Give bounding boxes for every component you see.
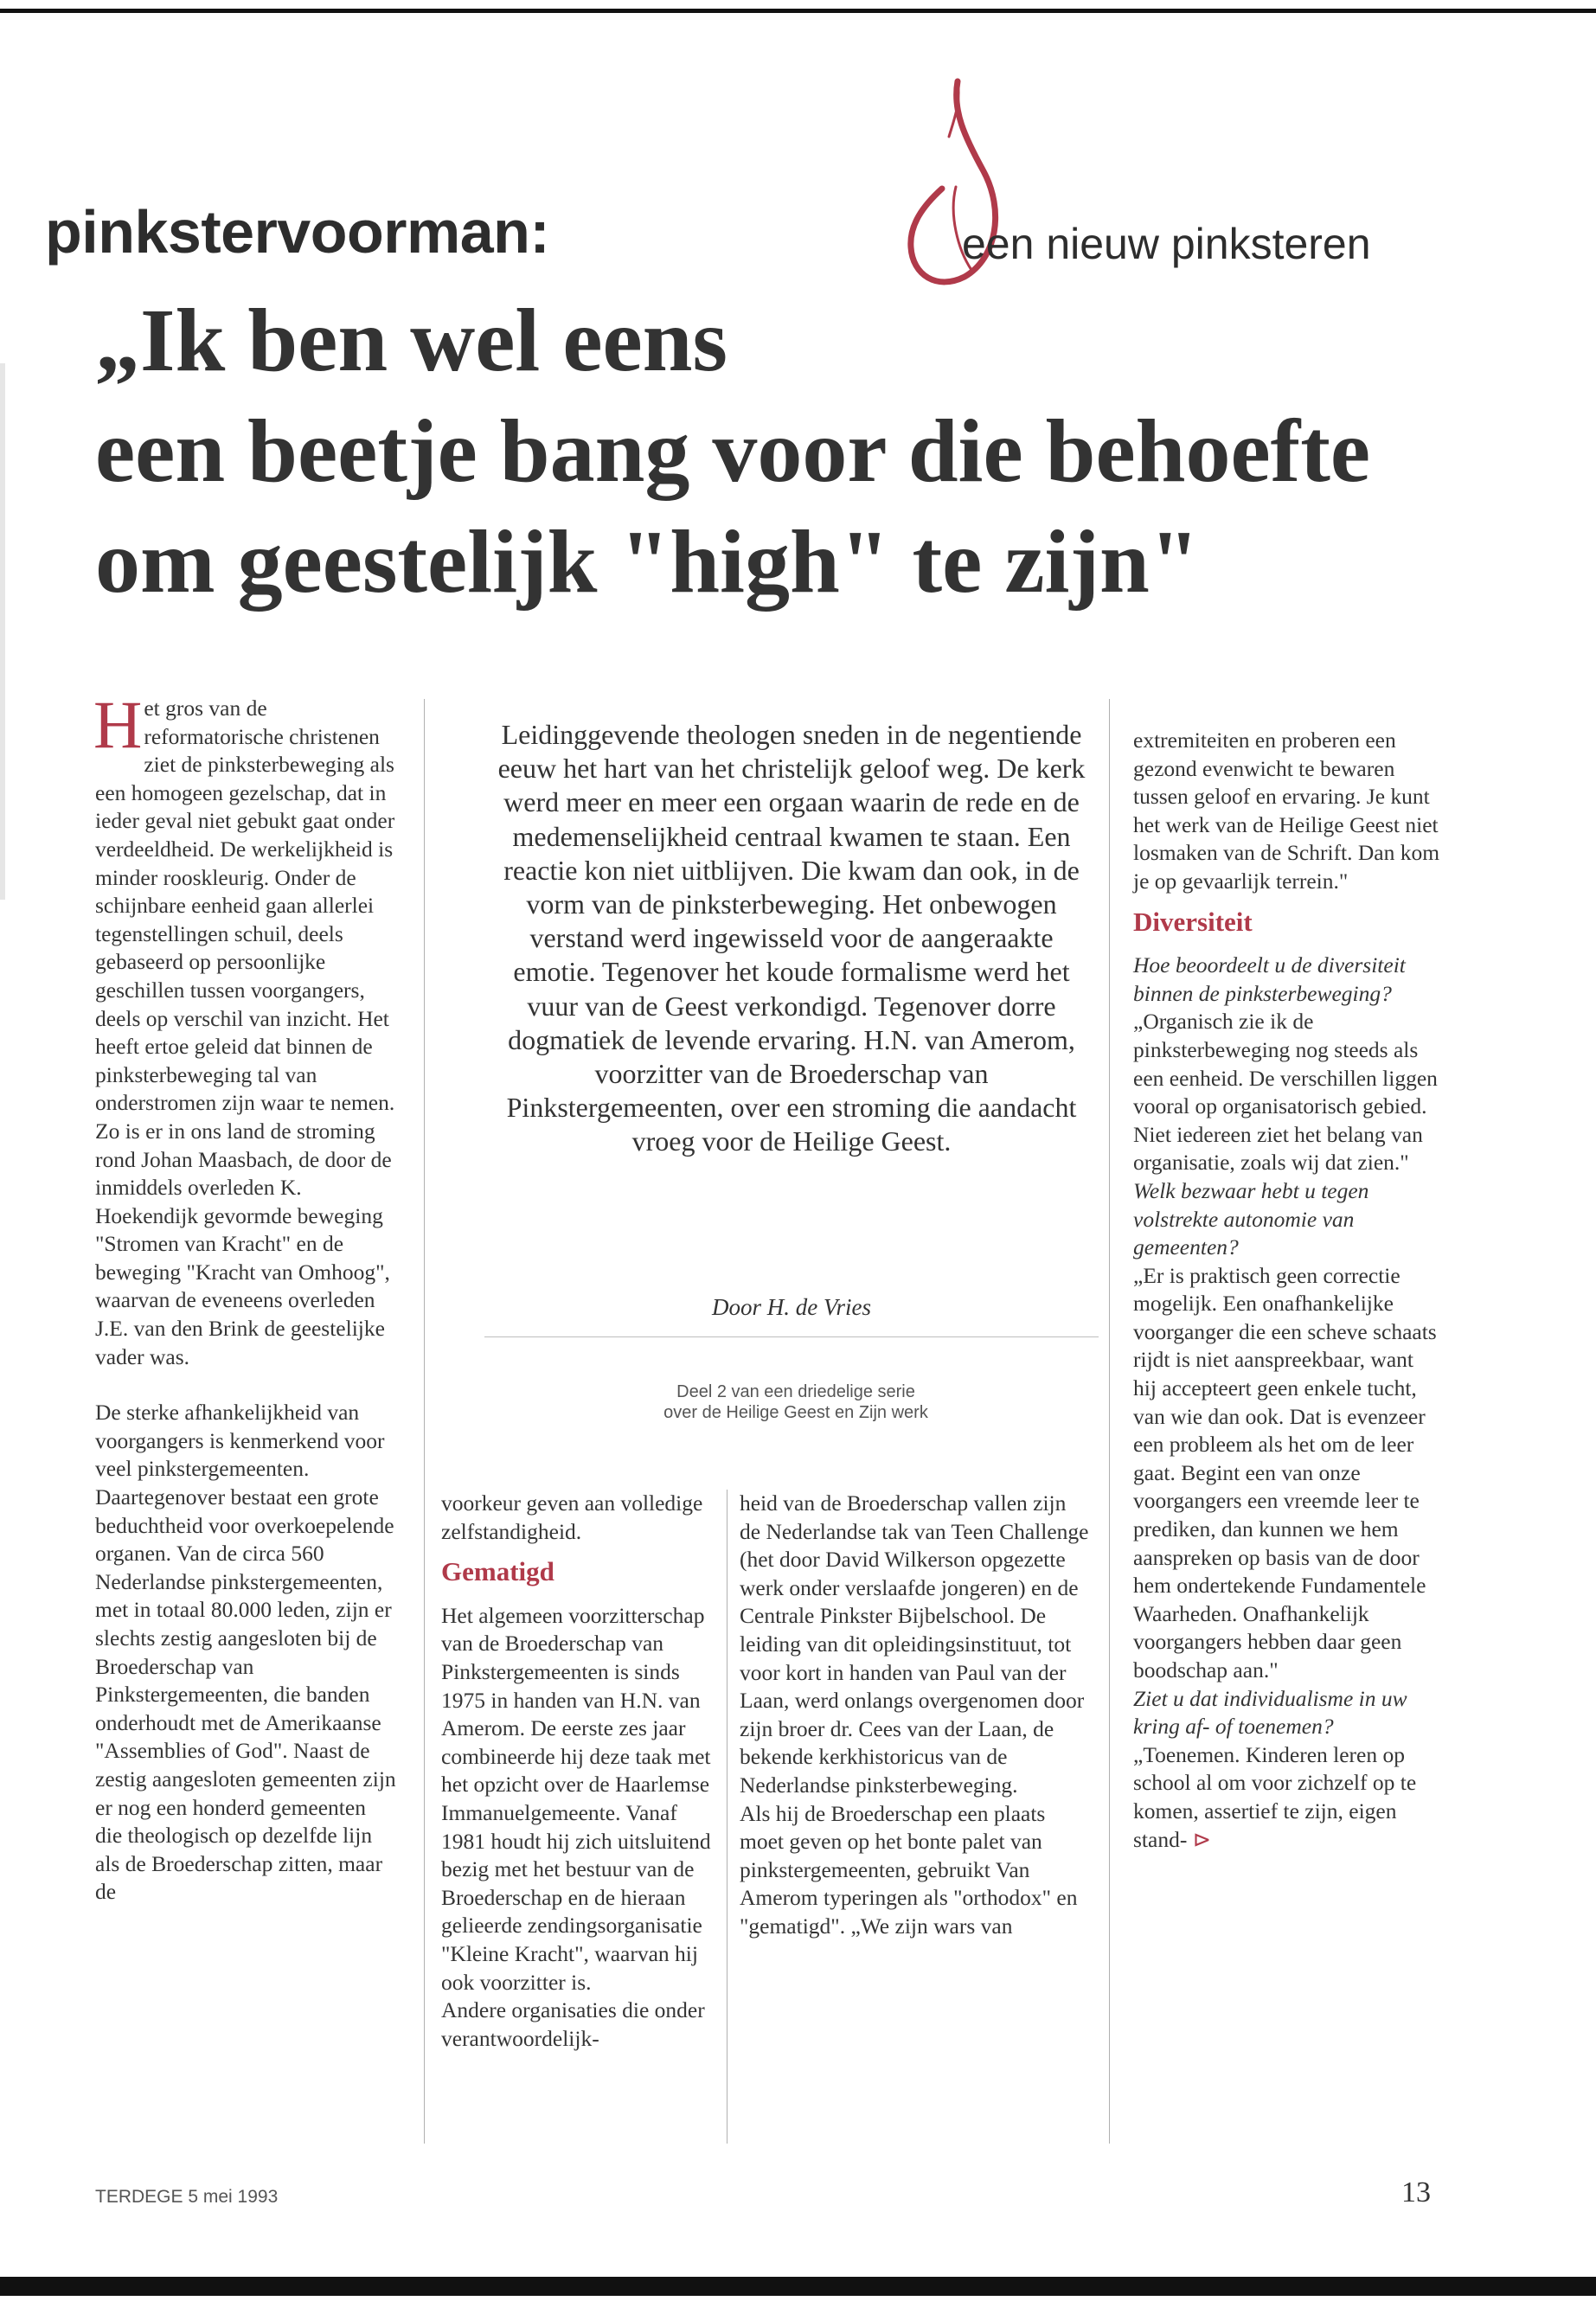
intro-rule bbox=[484, 1336, 1099, 1337]
interview-question: Welk bezwaar hebt u tegen volstrekte autonomie van gemeenten? bbox=[1133, 1177, 1369, 1260]
answer-text: „Toenemen. Kinderen leren op school al om voor zichzelf op te komen, assertief te zijn, eigen stand- bbox=[1133, 1741, 1417, 1852]
paragraph bbox=[93, 687, 398, 1371]
series-note-line-2: over de Heilige Geest en Zijn werk bbox=[663, 1403, 928, 1422]
intro-lead: Leidinggevende theologen sneden in de negentiende eeuw het hart van het christelijk geloof weg. De kerk werd meer en meer een orgaan waarin de rede en de medemenselijkheid centraal kwamen te staan. Een reactie kon niet uitblijven. Die kwam dan ook, in de vorm van de pinksterbeweging. Het onbewogen verstand werd ingewisseld voor de aangeraakte emotie. Tegenover het koude formalisme werd het vuur van de Geest verkondigd. Tegenover dorre dogmatiek de levende ervaring. H.N. van Amerom, voorzitter van de Broederschap van Pinkstergemeenten, over een stroming die aandacht vroeg voor de Heilige Geest. bbox=[497, 719, 1086, 1157]
page-number: 13 bbox=[1401, 2176, 1431, 2208]
column-1 bbox=[93, 687, 398, 1907]
interview-answer bbox=[1133, 1741, 1440, 1854]
series-note bbox=[536, 1381, 1055, 1423]
column-5 bbox=[1133, 727, 1440, 1854]
paragraph: Als hij de Broederschap een plaats moet geven op het bonte palet van pinkstergemeenten, gebruikt Van Amerom typeringen als "orthodox" en "gematigd". „We zijn wars van bbox=[740, 1800, 1078, 1939]
interview-question: Ziet u dat individualisme in uw kring af- of toenemen? bbox=[1133, 1685, 1407, 1740]
bottom-border bbox=[0, 2277, 1596, 2296]
continue-arrow-icon: ⊳ bbox=[1192, 1826, 1212, 1852]
paragraph: voorkeur geven aan volledige zelfstandigheid. bbox=[441, 1490, 703, 1544]
paragraph: Het algemeen voorzitterschap van de Broederschap van Pinkstergemeenten is sinds 1975 in handen van H.N. van Amerom. De eerste zes jaar combineerde hij deze taak met het opzicht over de Haarlemse Immanuelgemeente. Vanaf 1981 houdt hij zich uitsluitend bezig met het bestuur van de Broederschap en de hieraan gelieerde zendingsorganisatie "Kleine Kracht", waarvan hij ook voorzitter is. bbox=[441, 1602, 711, 1995]
headline-line-3: om geestelijk "high" te zijn" bbox=[95, 512, 1200, 612]
byline: Door H. de Vries bbox=[712, 1294, 871, 1320]
interview-answer: „Organisch zie ik de pinksterbeweging nog steeds als een eenheid. De verschillen liggen vooral op organisatorisch gebied. Niet iedereen ziet het belang van organisatie, zoals wij dat zien." bbox=[1133, 1009, 1438, 1176]
page-edge-shadow bbox=[0, 363, 5, 900]
paragraph: heid van de Broederschap vallen zijn de Nederlandse tak van Teen Challenge (het door David Wilkerson opgezette werk onder verslaafde jongeren) en de Centrale Pinkster Bijbelschool. De leiding van dit opleidingsinstituut, tot voor kort in handen van Paul van der Laan, werd onlangs overgenomen door zijn broer dr. Cees van der Laan, de bekende kerkhistoricus van de Nederlandse pinksterbeweging. bbox=[740, 1490, 1089, 1798]
subheading-gematigd: Gematigd bbox=[441, 1556, 554, 1587]
column-divider bbox=[424, 699, 425, 2144]
drop-cap: H bbox=[93, 687, 143, 762]
top-border bbox=[0, 9, 1596, 13]
paragraph: De sterke afhankelijkheid van voorgangers is kenmerkend voor veel pinkstergemeenten. Daartegenover bestaat een grote beduchtheid voor overkoepelende organen. Van de circa 560 Nederlandse pinkstergemeenten, met in totaal 80.000 leden, zijn er slechts zestig aangesloten bij de Broederschap van Pinkstergemeenten, die banden onderhoudt met de Amerikaanse "Assemblies of God". Naast de zestig aangesloten gemeenten zijn er nog een honderd gemeenten die theologisch op dezelfde lijn als de Broederschap zitten, maar de bbox=[95, 1400, 396, 1905]
column-4 bbox=[740, 1490, 1090, 1941]
headline-line-2: een beetje bang voor die behoefte bbox=[95, 401, 1371, 501]
paragraph: Andere organisaties die onder verantwoordelijk- bbox=[441, 1997, 705, 2051]
subheading-diversiteit: Diversiteit bbox=[1133, 906, 1253, 937]
interview-question: Hoe beoordeelt u de diversiteit binnen de pinksterbeweging? bbox=[1133, 952, 1406, 1006]
paragraph: extremiteiten en proberen een gezond evenwicht te bewaren tussen geloof en ervaring. Je kunt het werk van de Heilige Geest niet losmaken van de Schrift. Dan kom je op gevaarlijk terrein." bbox=[1133, 727, 1440, 894]
column-3 bbox=[441, 1490, 718, 2053]
series-label: een nieuw pinksteren bbox=[962, 220, 1371, 268]
publication-footer: TERDEGE 5 mei 1993 bbox=[95, 2187, 279, 2207]
headline-line-1: „Ik ben wel eens bbox=[95, 291, 727, 390]
paragraph-text: et gros van de reformatorische christenen ziet de pinksterbeweging als een homogeen gezelschap, dat in ieder geval niet gebukt gaat onder verdeeldheid. De werkelijkheid is minder rooskleurig. Onder de schijnbare eenheid gaan allerlei tegenstellingen schuil, deels gebaseerd op persoonlijke geschillen tussen voorgangers, deels op verschil van inzicht. Het heeft ertoe geleid dat binnen de pinksterbeweging tal van onderstromen zijn waar te nemen. Zo is er in ons land de stroming rond Johan Maasbach, de door de inmiddels overleden K. Hoekendijk gevormde beweging "Stromen van Kracht" en de beweging "Kracht van Omhoog", waarvan de eveneens overleden J.E. van den Brink de geestelijke vader was. bbox=[95, 695, 395, 1369]
interview-answer: „Er is praktisch geen correctie mogelijk. Een onafhankelijke voorganger die een scheve schaats rijdt is niet aanspreekbaar, want hij accepteert geen enkele tucht, van wie dan ook. Dat is evenzeer een probleem als het om de leer gaat. Begint een van onze voorgangers een vreemde leer te prediken, dan kunnen we hem aanspreken op basis van de door hem ondertekende Fundamentele Waarheden. Onafhankelijk voorgangers hebben daar geen boodschap aan." bbox=[1133, 1262, 1437, 1682]
column-divider bbox=[1109, 699, 1110, 2144]
series-note-line-1: Deel 2 van een driedelige serie bbox=[676, 1382, 915, 1401]
headline bbox=[95, 285, 1566, 618]
kicker-title: pinkstervoorman: bbox=[45, 198, 550, 266]
